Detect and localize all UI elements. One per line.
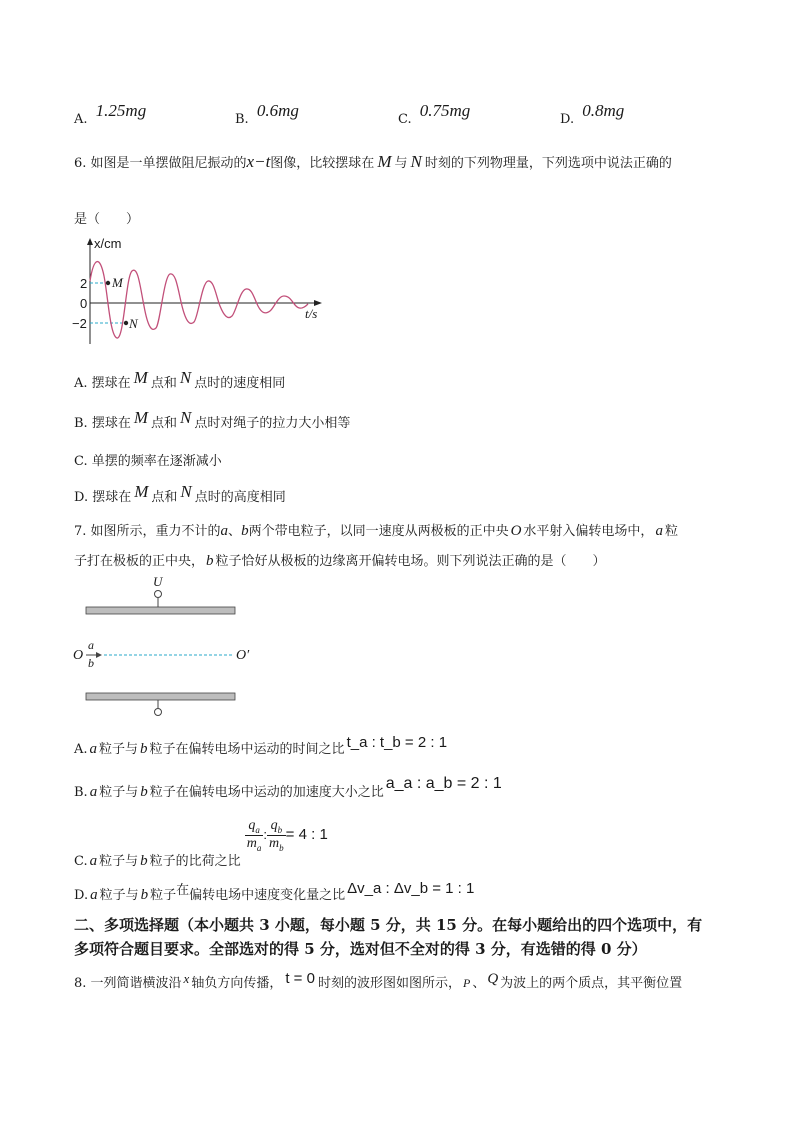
- y-axis-arrow: [87, 238, 93, 245]
- q7-option-b: B. a 粒子与 b 粒子在偏转电场中运动的加速度大小之比a_a : a_b = 2 : 1: [74, 775, 502, 800]
- q7-stem-line2: 子打在极板的正中央， b 粒子恰好从极板的边缘离开偏转电场。则下列说法正确的是（ ）: [74, 553, 606, 569]
- section2-heading-line1: 二、多项选择题（本小题共 3 小题，每小题 5 分，共 15 分。在每小题给出的四个选项中，有: [74, 916, 703, 934]
- diagram-label-O: O: [73, 648, 84, 663]
- top-terminal: [155, 591, 162, 598]
- q6-damped-oscillation-graph: [70, 236, 330, 346]
- damped-wave-curve: [90, 262, 308, 338]
- text: 6. 如图是一单摆做阻尼振动的: [74, 156, 247, 171]
- text: 时刻的下列物理量，下列选项中说法正确的: [424, 156, 672, 171]
- q5-option-c: [398, 101, 471, 128]
- option-letter: C.: [398, 112, 412, 127]
- fraction-qb-mb: $\frac{q_b}{m_b}$: [269, 818, 284, 853]
- q5-option-d: [560, 101, 625, 128]
- q5-option-a: [74, 101, 147, 128]
- graph-label-N: N: [129, 316, 138, 331]
- math-M: M: [133, 368, 148, 387]
- q6-stem-line1: [74, 152, 672, 172]
- diagram-label-U: U: [153, 574, 163, 589]
- math-N: N: [180, 408, 192, 427]
- option-letter: D.: [560, 112, 575, 127]
- ratio-aa-ab: a_a : a_b = 2 : 1: [385, 775, 502, 792]
- q7-option-d: D. a 粒子与 b 粒子在偏转电场中速度变化量之比 Δv_a : Δv_b = 1 : 1: [74, 880, 475, 903]
- point-M: [106, 281, 110, 285]
- q5-option-b: [235, 101, 299, 128]
- math-M: M: [133, 408, 148, 427]
- graph-ylabel: x/cm: [94, 236, 122, 251]
- ratio-value: = 4 : 1: [285, 825, 328, 843]
- q7-option-a: A. a 粒子与 b 粒子在偏转电场中运动的时间之比 t_a : t_b = 2 : 1: [74, 734, 448, 757]
- text: 与: [394, 156, 408, 171]
- point-N: [124, 321, 128, 325]
- q6-option-c: C. 单摆的频率在逐渐减小: [74, 454, 222, 469]
- diagram-label-Oprime: O′: [236, 648, 250, 663]
- q6-option-b: B. 摆球在 M 点和 N 点时对绳子的拉力大小相等: [74, 408, 351, 431]
- section2-heading-line2: 多项符合题目要求。全部选对的得 5 分，选对但不全对的得 3 分，有选错的得 0 分）: [74, 940, 647, 958]
- graph-tick-2: 2: [80, 276, 88, 291]
- option-letter: A.: [74, 112, 88, 127]
- q6-option-d: D. 摆球在 M 点和 N 点时的高度相同: [74, 482, 286, 505]
- q8-stem: 8. 一列简谐横波沿 x 轴负方向传播， t = 0 时刻的波形图如图所示， P 、 Q 为波上的两个质点，其平衡位置: [74, 970, 683, 991]
- math-M: M: [377, 152, 392, 171]
- diagram-label-a: a: [88, 638, 94, 652]
- graph-label-M: M: [112, 275, 123, 290]
- ratio-dva-dvb: Δv_a : Δv_b = 1 : 1: [347, 880, 475, 897]
- option-letter: B.: [235, 112, 249, 127]
- q6-option-a: A. 摆球在 M 点和 N 点时的速度相同: [74, 368, 286, 391]
- bottom-terminal: [155, 709, 162, 716]
- option-value: 0.8mg: [582, 101, 625, 120]
- top-plate: [86, 607, 235, 614]
- option-value: 1.25mg: [95, 101, 147, 120]
- option-value: 0.6mg: [256, 101, 299, 120]
- graph-tick-0: 0: [80, 296, 88, 311]
- math-x-t: x−t: [246, 152, 271, 171]
- ratio-ta-tb: t_a : t_b = 2 : 1: [346, 734, 448, 751]
- text: 图像，比较摆球在: [270, 156, 375, 171]
- diagram-label-b: b: [88, 656, 94, 670]
- q7-option-c: C. a 粒子与 b 粒子的比荷之比 $\frac{q_a}{m_a}$ : $\frac{q_b}{m_b}$ = 4 : 1: [74, 818, 328, 869]
- math-M: M: [134, 482, 149, 501]
- arrow-head: [96, 652, 102, 658]
- graph-tick-m2: −2: [72, 316, 87, 331]
- q7-stem-line1: 7. 如图所示，重力不计的a、b两个带电粒子，以同一速度从两极板的正中央 O 水平射入偏转电场中， a 粒: [74, 523, 678, 539]
- bottom-plate: [86, 693, 235, 700]
- q6-stem-line2: 是（ ）: [74, 212, 140, 227]
- math-N: N: [180, 482, 192, 501]
- graph-xlabel: t/s: [305, 306, 318, 321]
- math-N: N: [179, 368, 192, 387]
- option-value: 0.75mg: [419, 101, 471, 120]
- math-N: N: [410, 152, 422, 171]
- fraction-qa-ma: $\frac{q_a}{m_a}$: [246, 818, 262, 853]
